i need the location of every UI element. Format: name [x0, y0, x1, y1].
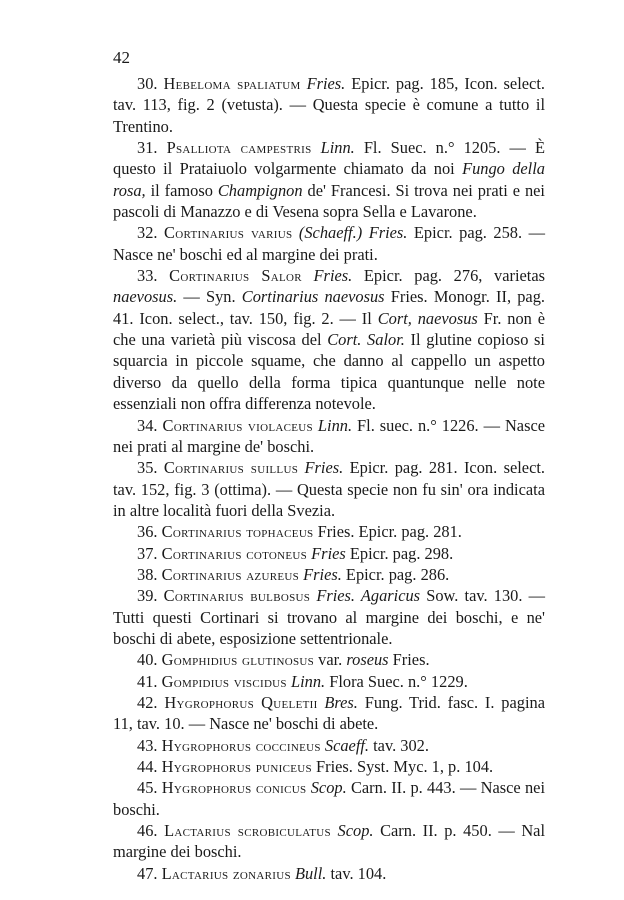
entry-31: 31. Psalliota campestris Linn. Fl. Suec. n.° 1205. — È questo il Prataiuolo volgarmente chiamato da noi Fungo della rosa, il famoso Champignon de' Francesi. Si trova nei prati e nei pascoli di Manazzo e di Vesena sopra Sella e Lavarone.	[113, 138, 545, 222]
entry-45: 45. Hygrophorus conicus Scop. Carn. II. p. 443. — Nasce nei boschi.	[113, 778, 545, 819]
entry-39: 39. Cortinarius bulbosus Fries. Agaricus Sow. tav. 130. — Tutti questi Cortinari si trovano al margine dei boschi, e ne' boschi di abete, esposizione settentrionale.	[113, 586, 545, 648]
species-list	[113, 73, 545, 884]
entry-41: 41. Gompidius viscidus Linn. Flora Suec. n.° 1229.	[137, 671, 468, 691]
entry-40: 40. Gomphidius glutinosus var. roseus Fries.	[137, 650, 430, 670]
entry-37: 37. Cortinarius cotoneus Fries Epicr. pag. 298.	[137, 543, 454, 563]
entry-44: 44. Hygrophorus puniceus Fries. Syst. Myc. 1, p. 104.	[137, 757, 494, 776]
entry-47: 47. Lactarius zonarius Bull. tav. 104.	[137, 863, 387, 883]
entry-32: 32. Cortinarius varius (Schaeff.) Fries. Epicr. pag. 258. — Nasce ne' boschi ed al margine dei prati.	[113, 223, 546, 264]
entry-43: 43. Hygrophorus coccineus Scaeff. tav. 302.	[137, 735, 429, 755]
entry-46: 46. Lactarius scrobiculatus Scop. Carn. II. p. 450. — Nal margine dei boschi.	[113, 821, 546, 862]
entry-35: 35. Cortinarius suillus Fries. Epicr. pag. 281. Icon. select. tav. 152, fig. 3 (ottima). — Questa specie non fu sin' ora indicata in altre località fuori della Svezia.	[113, 458, 545, 520]
entry-42: 42. Hygrophorus Queletii Bres. Fung. Trid. fasc. I. pagina 11, tav. 10. — Nasce ne' boschi di abete.	[113, 692, 545, 734]
entry-38: 38. Cortinarius azureus Fries. Epicr. pag. 286.	[137, 564, 450, 584]
entry-36: 36. Cortinarius tophaceus Fries. Epicr. pag. 281.	[137, 522, 462, 542]
entry-33: 33. Cortinarius Salor Fries. Epicr. pag. 276, varietas naevosus. — Syn. Cortinarius naevosus Fries. Monogr. II, pag. 41. Icon. select., tav. 150, fig. 2. — Il Cort, naevosus Fr. non è che una varietà più viscosa del Cort. Salor. Il glutine copioso si squarcia in piccole squame, che danno al cappello un aspetto diverso da quello della forma tipica quantunque nelle note essenziali non offra differenza notevole.	[113, 266, 545, 414]
entry-34: 34. Cortinarius violaceus Linn. Fl. suec. n.° 1226. — Nasce nei prati al margine de' boschi.	[113, 415, 545, 456]
page-number: 42	[113, 48, 130, 67]
entry-30: 30. Hebeloma spaliatum Fries. Epicr. pag. 185, Icon. select. tav. 113, fig. 2 (vetusta). — Questa specie è comune a tutto il Trentino.	[113, 74, 545, 136]
